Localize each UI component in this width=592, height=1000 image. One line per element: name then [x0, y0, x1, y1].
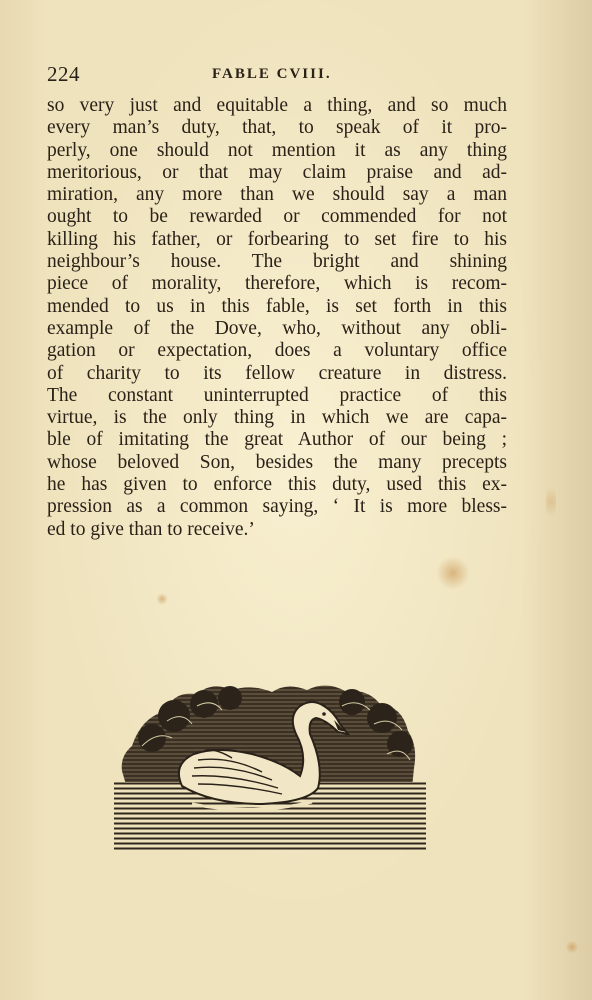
text-line: whose beloved Son, besides the many precepts	[47, 451, 507, 473]
text-line: every man’s duty, that, to speak of it pro-	[47, 117, 507, 139]
text-line: killing his father, or forbearing to set fire to his	[47, 228, 507, 250]
page-header	[47, 62, 507, 88]
running-head: FABLE CVIII.	[212, 66, 332, 82]
text-line: neighbour’s house. The bright and shining	[47, 251, 507, 273]
text-line: so very just and equitable a thing, and so much	[47, 95, 507, 116]
text-line: miration, any more than we should say a man	[47, 184, 507, 206]
text-line: meritorious, or that may claim praise and ad-	[47, 161, 507, 183]
text-line: example of the Dove, who, without any obli-	[47, 317, 507, 339]
page-number: 224	[47, 62, 80, 86]
text-line: of charity to its fellow creature in distress.	[47, 362, 507, 384]
text-line: ble of imitating the great Author of our being ;	[47, 429, 507, 451]
text-line: perly, one should not mention it as any thing	[47, 139, 507, 161]
paper-stain	[156, 593, 168, 605]
swan-woodcut-illustration	[112, 676, 428, 854]
text-line: he has given to enforce this duty, used this ex-	[47, 474, 507, 496]
paper-stain	[546, 482, 556, 522]
paper-stain	[436, 556, 470, 590]
text-line: gation or expectation, does a voluntary office	[47, 340, 507, 362]
text-line: piece of morality, therefore, which is recom-	[47, 273, 507, 295]
text-line: ed to give than to receive.’	[47, 518, 255, 540]
paper-stain	[566, 940, 578, 954]
text-line: The constant uninterrupted practice of this	[47, 384, 507, 406]
text-line: pression as a common saying, ‘ It is more bless-	[47, 496, 507, 518]
text-line: ought to be rewarded or commended for not	[47, 206, 507, 228]
text-line: mended to us in this fable, is set forth in this	[47, 295, 507, 317]
body-text	[47, 95, 507, 541]
text-line: virtue, is the only thing in which we are capa-	[47, 407, 507, 429]
